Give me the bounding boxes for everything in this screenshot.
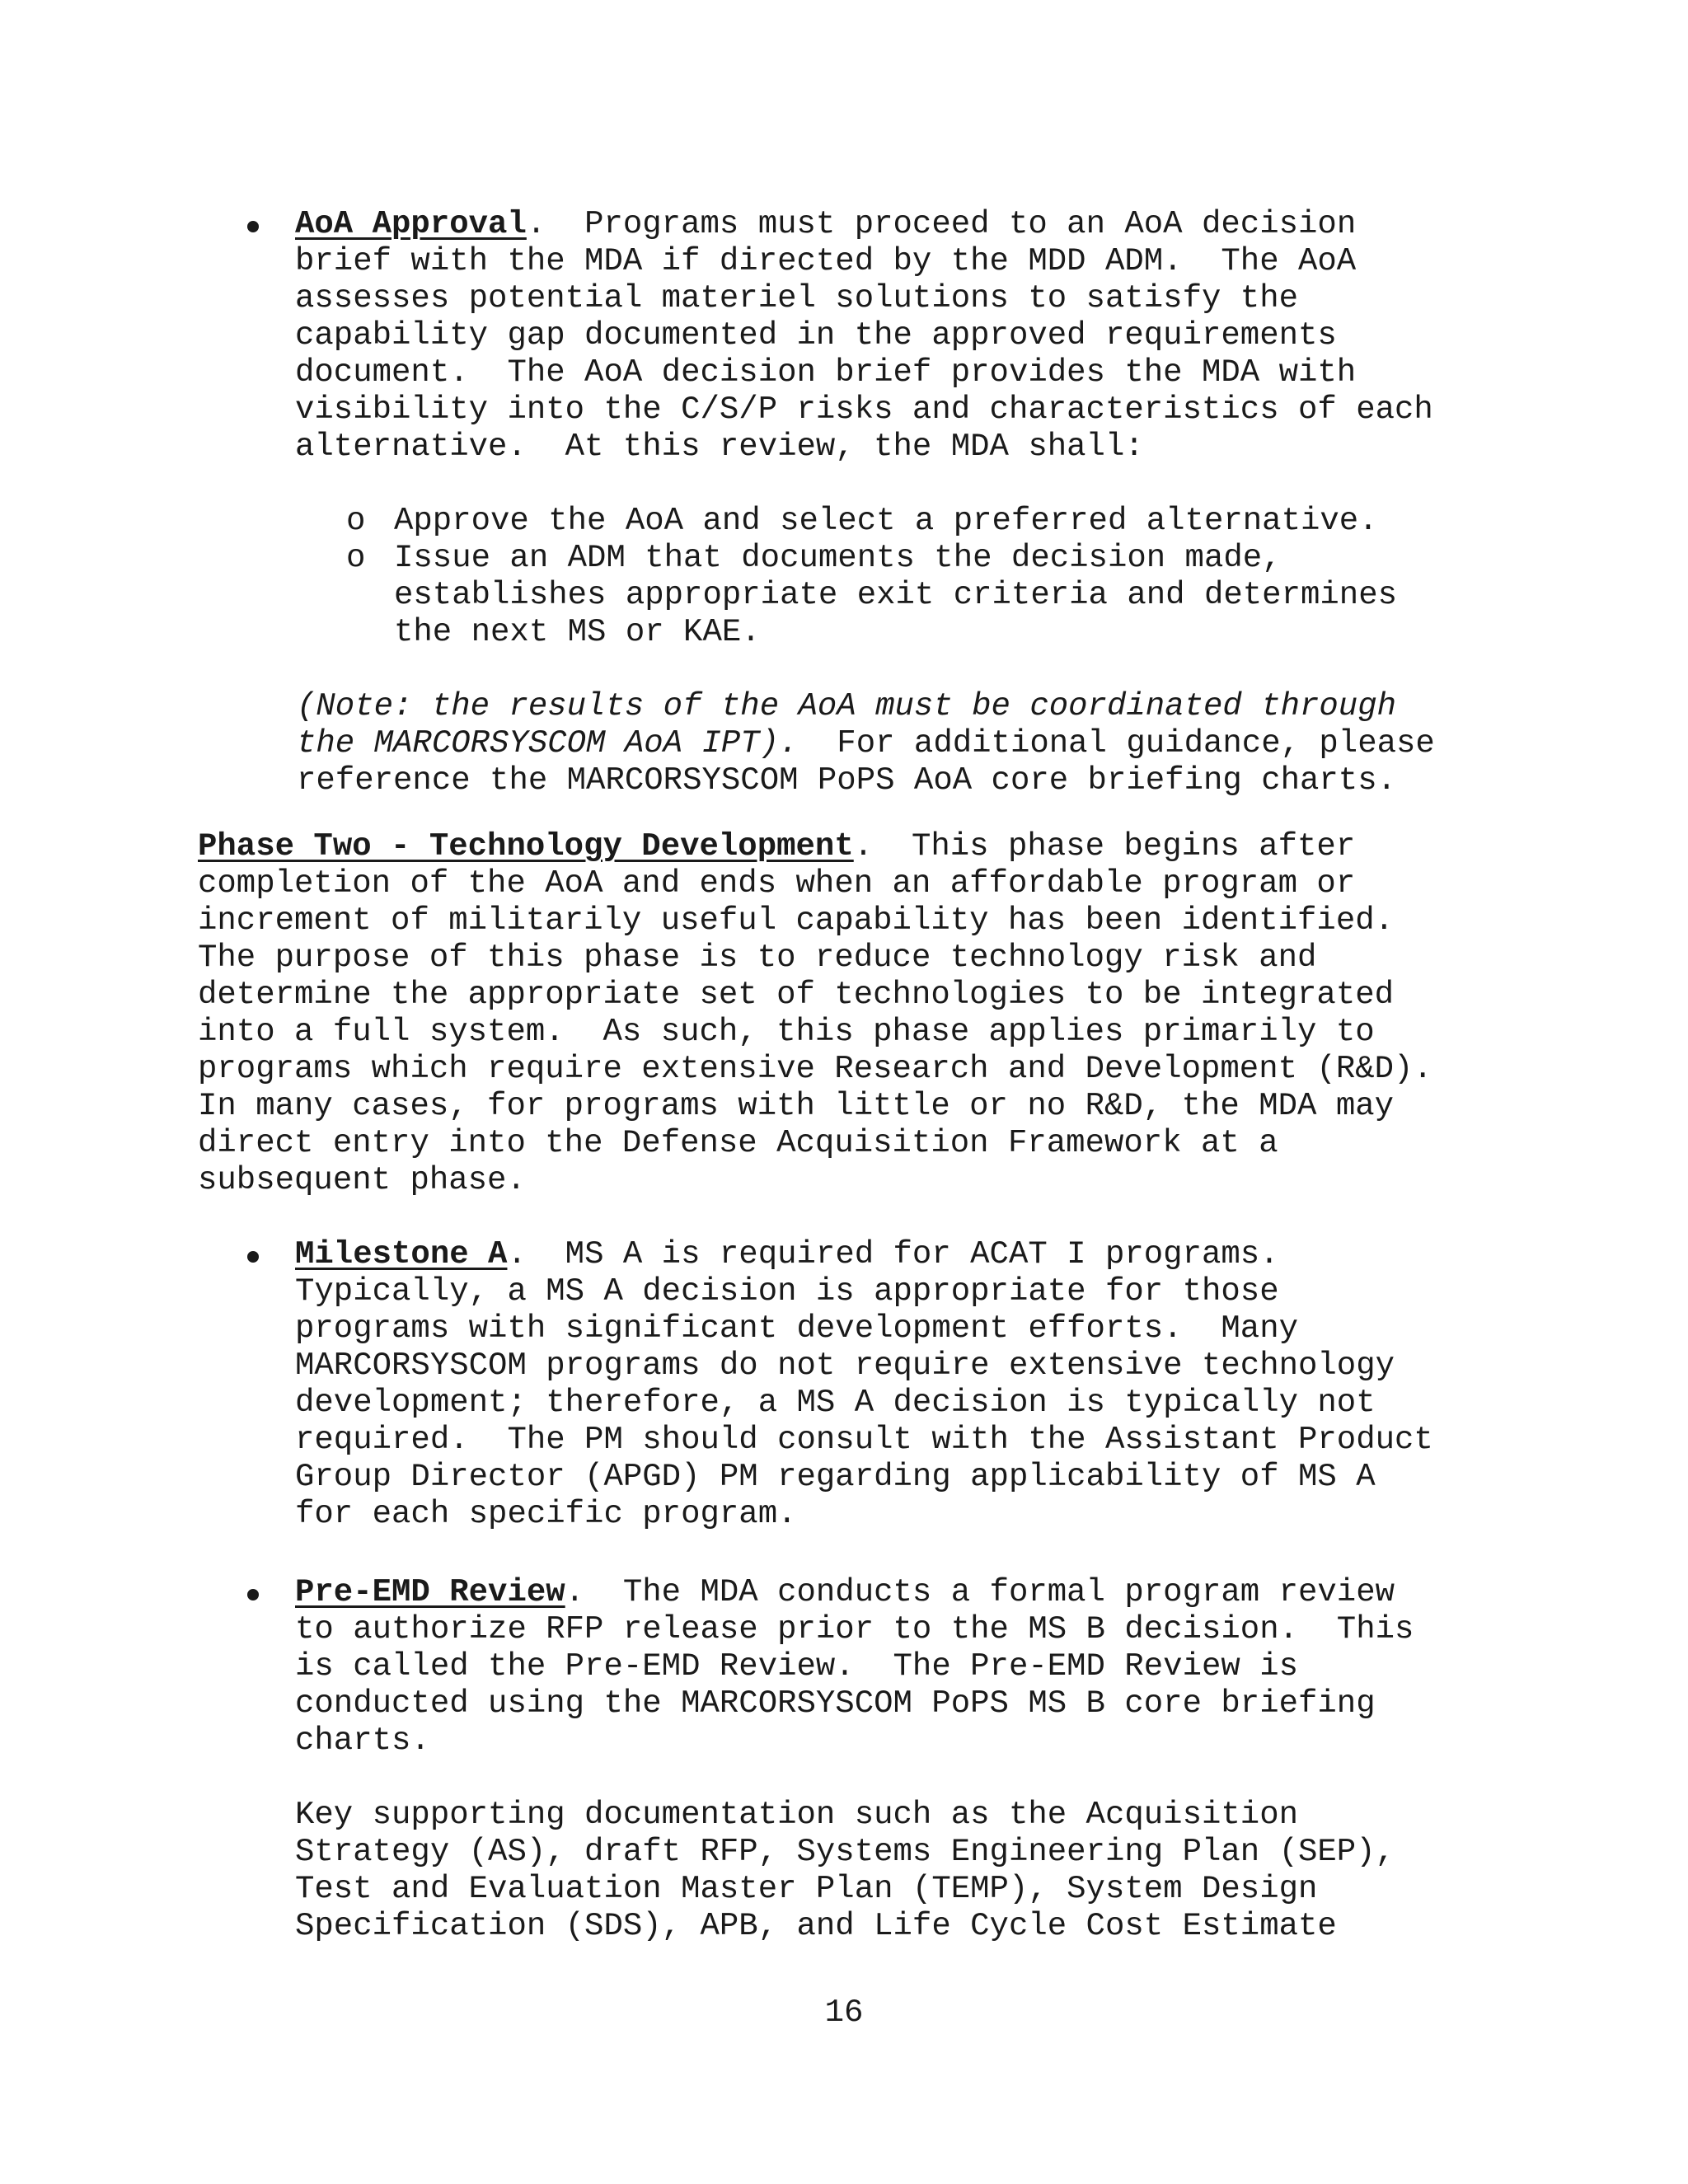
phase-two-heading: Phase Two - Technology Development (198, 828, 854, 865)
circle-bullet-icon: o (346, 540, 366, 576)
bullet-dot-icon (247, 221, 259, 232)
pre-emd-documentation-paragraph: Key supporting documentation such as the Acquisition Strategy (AS), draft RFP, Systems Engineering Plan (SEP), Test and Evaluation Master Plan (TEMP), System Design Specification (SDS), APB, and Life Cycle Cost Estimate (295, 1797, 1395, 1944)
phase-two-paragraph: Phase Two - Technology Development. This phase begins after completion of the AoA and ends when an affordable program or increment of militarily useful capability has been identified. The purpose of this phase is to reduce technology risk and determine the appropriate set of technologies to be integrated into a full system. As such, this phase applies primarily to programs which require extensive Research and Development (R&D). In many cases, for programs with little or no R&D, the MDA may direct entry into the Defense Acquisition Framework at a subsequent phase. (198, 828, 1432, 1198)
pre-emd-review-heading: Pre-EMD Review (295, 1574, 565, 1610)
page-number: 16 (824, 1994, 864, 2031)
aoa-approval-text: AoA Approval. Programs must proceed to an AoA decision brief with the MDA if directed by the MDD ADM. The AoA assesses potential materiel solutions to satisfy the capability gap documented in the approved requirements document. The AoA decision brief provides the MDA with visibility into the C/S/P risks and characteristics of each alternative. At this review, the MDA shall: (295, 206, 1433, 465)
aoa-approval-heading: AoA Approval (295, 206, 527, 242)
circle-bullet-icon: o (346, 503, 366, 539)
aoa-note-paragraph: (Note: the results of the AoA must be coordinated through the MARCORSYSCOM AoA IPT). For additional guidance, please reference the MARCORSYSCOM PoPS AoA core briefing charts. (297, 688, 1435, 799)
milestone-a-text: Milestone A. MS A is required for ACAT I programs. Typically, a MS A decision is appropriate for those programs with significant development efforts. Many MARCORSYSCOM programs do not require extensive technology development; therefore, a MS A decision is typically not required. The PM should consult with the Assistant Product Group Director (APGD) PM regarding applicability of MS A for each specific program. (295, 1236, 1433, 1532)
milestone-a-heading: Milestone A (295, 1236, 508, 1272)
document-page: AoA Approval. Programs must proceed to an AoA decision brief with the MDA if directed by the MDD ADM. The AoA assesses potential materiel solutions to satisfy the capability gap documented in the approved requirements document. The AoA decision brief provides the MDA with visibility into the C/S/P risks and characteristics of each alternative. At this review, the MDA shall: o Approve the AoA and select a preferred alternative. o Issue an ADM that documents the decision made, establishes appropriate exit criteria and determines the next MS or KAE. (Note: the results of the AoA must be coordinated through the MARCORSYSCOM AoA IPT). For additional guidance, please reference the MARCORSYSCOM PoPS AoA core briefing charts. Phase Two - Technology Development. This phase begins after completion of the AoA and ends when an affordable program or increment of militarily useful capability has been identified. The purpose of this phase is to reduce technology risk and determine the appropriate set of technologies to be integrated into a full system. As such, this phase applies primarily to programs which require extensive Research and Development (R&D). In many cases, for programs with little or no R&D, the MDA may direct entry into the Defense Acquisition Framework at a subsequent phase. Milestone A. MS A is required for ACAT I programs. Typically, a MS A decision is appropriate for those programs with significant development efforts. Many MARCORSYSCOM programs do not require extensive technology development; therefore, a MS A decision is typically not required. The PM should consult with the Assistant Product Group Director (APGD) PM regarding applicability of MS A for each specific program. Pre-EMD Review. The MDA conducts a formal program review to authorize RFP release prior to the MS B decision. This is called the Pre-EMD Review. The Pre-EMD Review is conducted using the MARCORSYSCOM PoPS MS B core briefing charts. Key supporting documentation such as the Acquisition Strategy (AS), draft RFP, Systems Engineering Plan (SEP), Test and Evaluation Master Plan (TEMP), System Design Specification (SDS), APB, and Life Cycle Cost Estimate 16 (0, 0, 1688, 2184)
bullet-dot-icon (247, 1251, 259, 1263)
pre-emd-review-text: Pre-EMD Review. The MDA conducts a formal program review to authorize RFP release prior to the MS B decision. This is called the Pre-EMD Review. The Pre-EMD Review is conducted using the MARCORSYSCOM PoPS MS B core briefing charts. (295, 1574, 1414, 1759)
bullet-dot-icon (247, 1589, 259, 1601)
